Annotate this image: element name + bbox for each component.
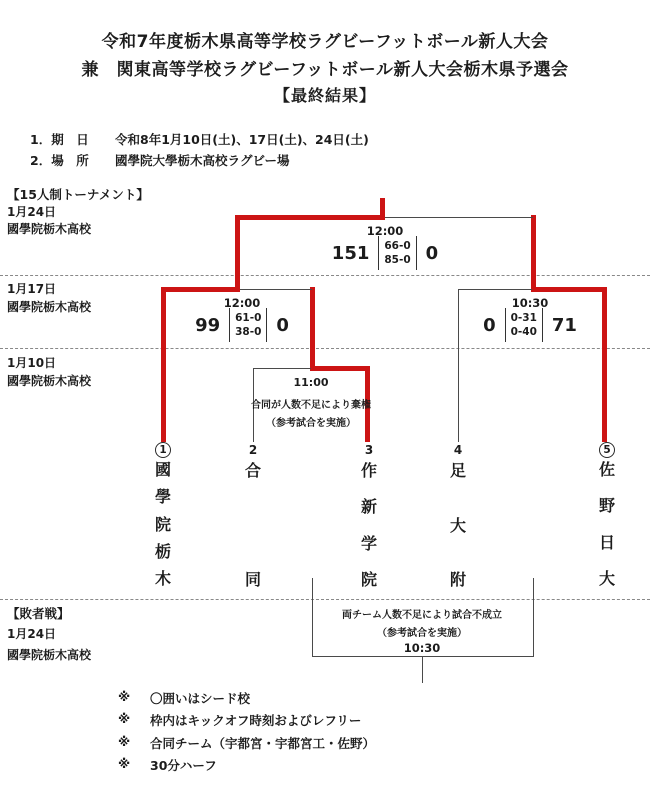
semileft-kickoff-time: 12:00 xyxy=(223,296,261,310)
consolation-section-label: 【敗者戦】 xyxy=(7,606,70,621)
team-sano-nichidai xyxy=(577,442,637,587)
footnote1-marker: ※ xyxy=(118,689,131,704)
bracket-line-final-left-riser xyxy=(235,215,240,292)
final-results-heading: 【最終結果】 xyxy=(273,86,376,105)
team3-name: 作 新 学 院 xyxy=(360,461,377,589)
consolation-line-bottom xyxy=(312,656,534,657)
first-round-date: 1月10日 xyxy=(7,356,57,370)
final-half1: 66-0 xyxy=(384,240,411,252)
semileft-half1: 61-0 xyxy=(235,312,262,324)
firstround-note1: 合同が人数不足により棄権 xyxy=(251,400,371,411)
bracket-line-semileft-horizontal-thin xyxy=(240,289,312,290)
team1-seed-number: 1 xyxy=(155,442,171,458)
team2-name: 合 同 xyxy=(244,461,261,589)
final-half2: 85-0 xyxy=(384,254,411,266)
semileft-score xyxy=(142,308,342,342)
bracket-line-final-right-riser xyxy=(531,215,536,292)
semileft-half2: 38-0 xyxy=(235,326,262,338)
footnote4-text: 30分ハーフ xyxy=(150,758,217,773)
semileft-score-right: 0 xyxy=(276,314,289,336)
separator-final-semi xyxy=(0,275,650,276)
semileft-score-left: 99 xyxy=(195,314,221,336)
consolation-line-right-vertical xyxy=(533,578,534,656)
footnote4-marker: ※ xyxy=(118,756,131,771)
firstround-kickoff-time: 11:00 xyxy=(293,376,329,389)
bracket-line-firstround-top-red xyxy=(310,366,370,371)
bracket-line-final-horizontal-thin xyxy=(385,217,533,218)
team3-number: 3 xyxy=(364,443,374,457)
semi-round-date: 1月17日 xyxy=(7,282,57,296)
consolation-date: 1月24日 xyxy=(7,627,57,641)
final-round-date: 1月24日 xyxy=(7,205,57,219)
semiright-score-left: 0 xyxy=(483,314,496,336)
final-score xyxy=(285,236,485,270)
separator-semi-first xyxy=(0,348,650,349)
semiright-kickoff-time: 10:30 xyxy=(511,296,549,310)
final-score-right: 0 xyxy=(425,242,439,264)
footnote2-text: 枠内はキックオフ時刻およびレフリー xyxy=(150,713,362,728)
team-godo xyxy=(223,442,283,588)
team4-name: 足 大 附 xyxy=(449,461,466,589)
semi-round-venue: 國學院栃木高校 xyxy=(7,300,92,314)
consolation-note2: （参考試合を実施） xyxy=(377,628,467,639)
consolation-note1: 両チーム人数不足により試合不成立 xyxy=(342,610,502,621)
bracket-line-semiright-horizontal-thin xyxy=(458,289,532,290)
firstround-note2: （参考試合を実施） xyxy=(266,418,356,429)
semiright-half-scores xyxy=(505,308,543,342)
consolation-line-riser xyxy=(422,656,423,683)
bracket-line-semileft-horizontal-red xyxy=(161,287,240,292)
team5-name: 佐 野 日 大 xyxy=(598,460,615,588)
date-value: 令和8年1月10日(土)、17日(土)、24日(土) xyxy=(115,132,369,147)
final-kickoff-time: 12:00 xyxy=(366,224,404,238)
semiright-score-right: 71 xyxy=(551,314,577,336)
team-ashikaga-daifu xyxy=(428,442,488,588)
final-half-scores xyxy=(378,236,416,270)
footnote2-marker: ※ xyxy=(118,711,131,726)
footnote3-text: 合同チーム（宇都宮・宇都宮工・佐野） xyxy=(150,736,376,751)
bracket-line-semiright-horizontal-red xyxy=(531,287,607,292)
section-label-15player: 【15人制トーナメント】 xyxy=(7,187,149,202)
footnote3-marker: ※ xyxy=(118,734,131,749)
team4-number: 4 xyxy=(453,443,463,457)
consolation-kickoff-time: 10:30 xyxy=(403,641,441,655)
venue-label: 2．場 所 xyxy=(30,153,89,168)
date-label: 1．期 日 xyxy=(30,132,89,147)
page-subtitle: 兼 関東高等学校ラグビーフットボール新人大会栃木県予選会 xyxy=(81,60,569,80)
semiright-half2: 0-40 xyxy=(510,326,537,338)
page-title: 令和7年度栃木県高等学校ラグビーフットボール新人大会 xyxy=(101,32,549,52)
footnote1-text: 〇囲いはシード校 xyxy=(150,691,251,706)
semileft-half-scores xyxy=(229,308,267,342)
first-round-venue: 國學院栃木高校 xyxy=(7,374,92,388)
team2-number: 2 xyxy=(248,443,258,457)
team5-seed-number: 5 xyxy=(599,442,615,458)
bracket-line-final-horizontal-red xyxy=(235,215,385,220)
bracket-line-firstround-top-thin xyxy=(253,368,311,369)
final-score-left: 151 xyxy=(331,242,370,264)
team-kokugakuin-tochigi xyxy=(133,442,193,587)
team-sakushin-gakuin xyxy=(339,442,399,588)
consolation-venue: 國學院栃木高校 xyxy=(7,648,92,662)
team1-name: 國 學 院 栃 木 xyxy=(154,460,171,588)
separator-consolation xyxy=(0,599,650,600)
final-round-venue: 國學院栃木高校 xyxy=(7,222,92,236)
semiright-score xyxy=(430,308,630,342)
semiright-half1: 0-31 xyxy=(510,312,537,324)
venue-value: 國學院大學栃木高校ラグビー場 xyxy=(115,153,290,168)
